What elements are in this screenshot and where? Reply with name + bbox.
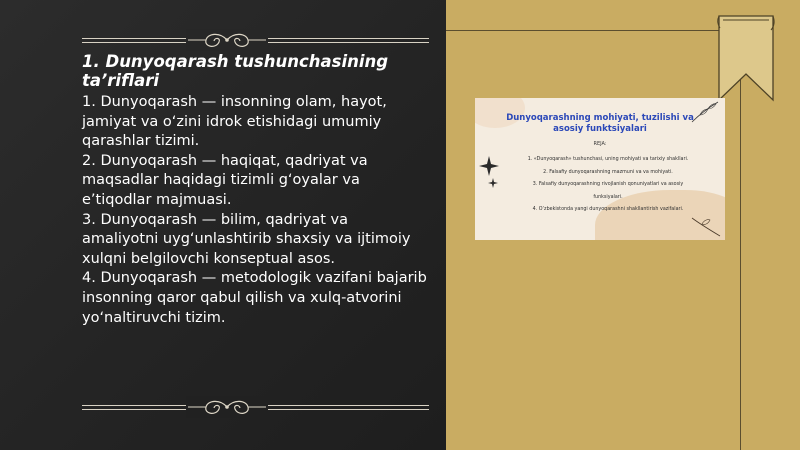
sparkle-star-icon xyxy=(479,156,499,190)
bookmark-ribbon-icon xyxy=(715,12,777,104)
definition-item: 4. Dunyoqarash — metodologik vazifani bajarib insonning qaror qabul qilish va xulq-atvorini yo‘naltiruvchi tizim. xyxy=(82,270,427,326)
thumbnail-plan-item: 1. «Dunyoqarash» tushunchasi, uning mohiyati va tarixiy shakllari. xyxy=(527,157,689,162)
thumbnail-plan-item: 3. Falsafiy dunyoqarashning rivojlanish qonuniyatlari va asosiy xyxy=(532,182,684,188)
thumbnail-title: Dunyoqarashning mohiyati, tuzilishi va asosiy funktsiyalari xyxy=(506,113,694,134)
leaf-branch-icon xyxy=(690,216,722,238)
definition-item: 2. Dunyoqarash — haqiqat, qadriyat va maqsadlar haqidagi tizimli g‘oyalar va e’tiqodlar majmuasi. xyxy=(82,152,368,208)
slide-title: 1. Dunyoqarash tushunchasining ta’riflari xyxy=(82,52,389,90)
definition-item: 3. Dunyoqarash — bilim, qadriyat va amaliyotni uyg‘unlashtirib shaxsiy va ijtimoiy xulqni belgilovchi konseptual asos. xyxy=(82,211,411,267)
thumbnail-plan-item: 4. O‘zbekistonda yangi dunyoqarashni shakllantirish vazifalari. xyxy=(532,207,684,213)
slide-thumbnail-image xyxy=(475,98,725,240)
thumbnail-plan-label: REJA: xyxy=(593,141,607,147)
ornament-flourish-icon xyxy=(186,396,268,418)
thumbnail-plan-item: 2. Falsafiy dunyoqarashning mazmuni va va mohiyati. xyxy=(543,169,673,175)
ornament-flourish-icon xyxy=(186,29,268,51)
definitions-list xyxy=(82,93,427,328)
thumbnail-plan-item: funksiyalari. xyxy=(593,194,623,200)
definition-item: 1. Dunyoqarash — insonning olam, hayot, jamiyat va o‘zini idrok etishidagi umumiy qarashlar tizimi. xyxy=(82,94,387,150)
thumbnail-plan-list xyxy=(503,154,713,217)
